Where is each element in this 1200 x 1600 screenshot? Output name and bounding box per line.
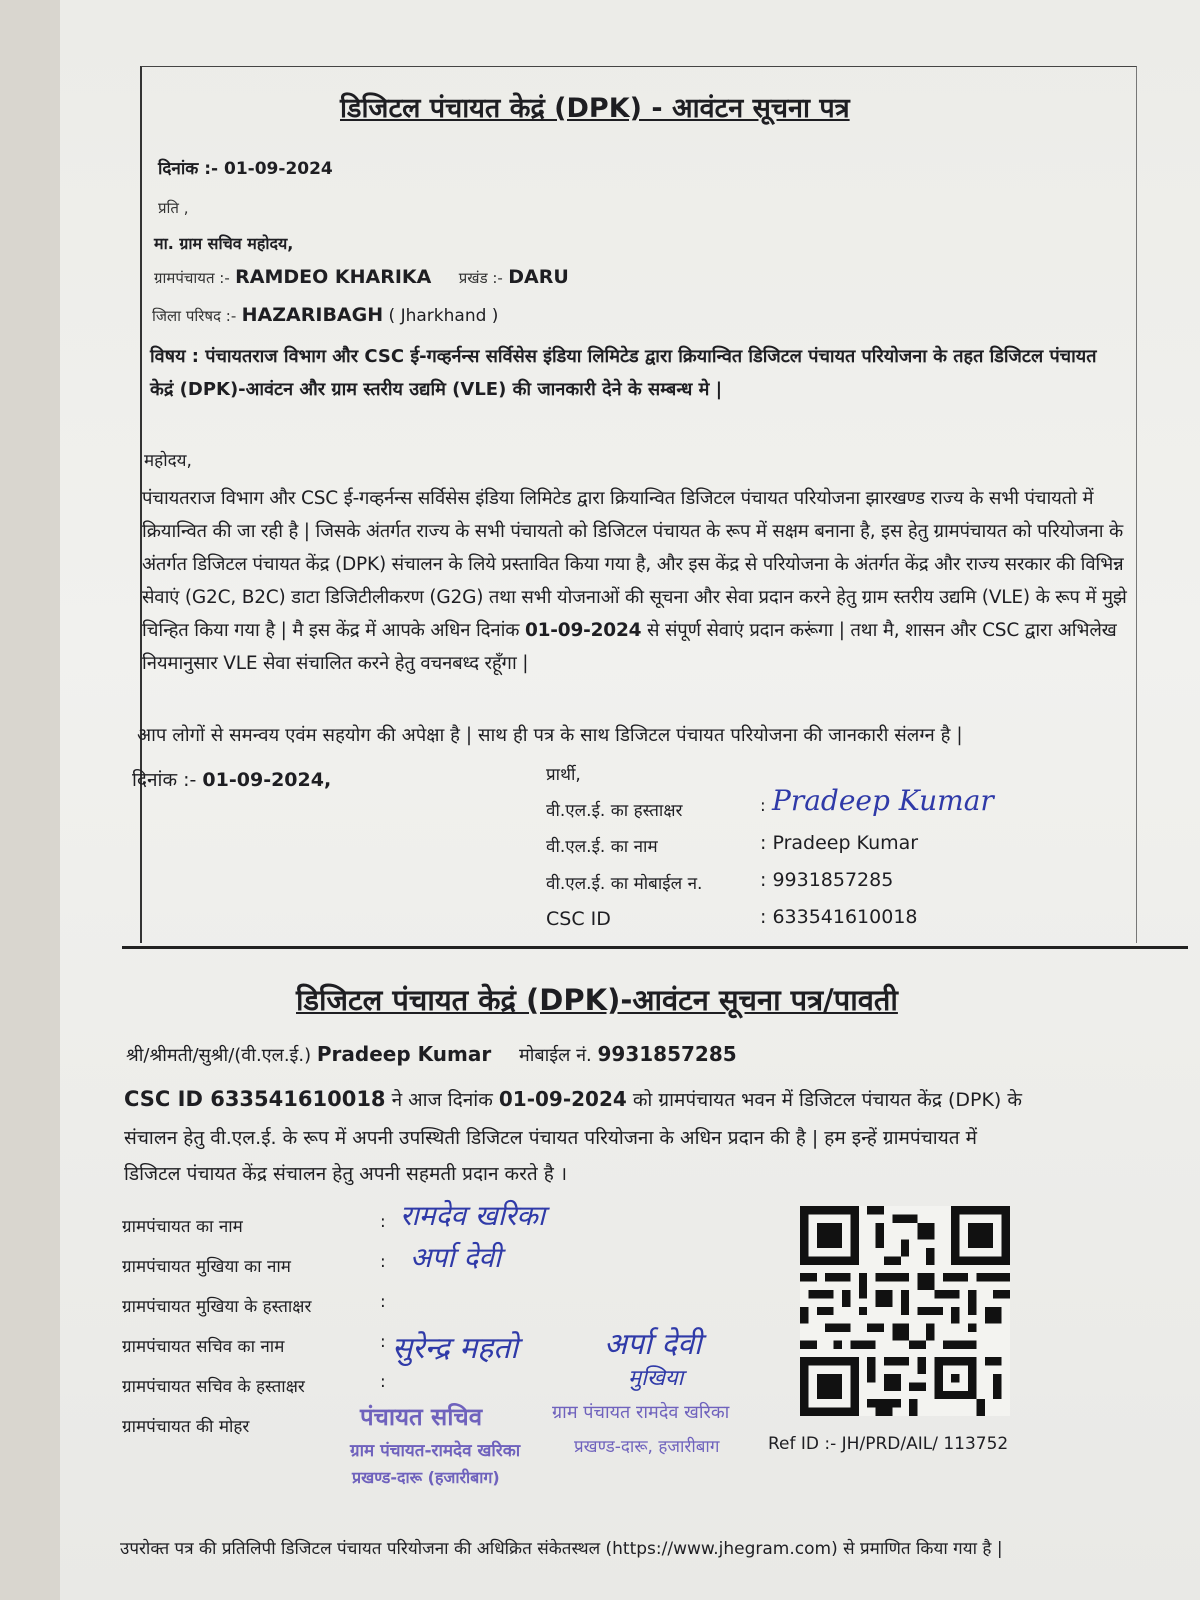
receipt-mobile-value: 9931857285	[597, 1042, 737, 1066]
vle-sign-label: वी.एल.ई. का हस्ताक्षर	[546, 801, 683, 821]
field-sachiv-name: ग्रामपंचायत सचिव का नाम	[122, 1337, 285, 1357]
receipt-line-1-mid: ने आज दिनांक	[391, 1089, 493, 1111]
body-part-a: पंचायतराज विभाग और CSC ई-गव्हर्नन्स सर्विसेस इंडिया लिमिटेड द्वारा क्रियान्वित डिजिटल पंचायत परियोजना झारखण्ड राज्य के सभी पंचायतो में क्रियान्वित की जा रही है | जिसके अंतर्गत राज्य के सभी पंचायतो को डिजिटल पंचायत के रूप में सक्षम बनाना है, इस हेतु ग्रामपंचायत को परियोजना के अंतर्गत डिजिटल पंचायत केंद्र (DPK) संचालन के लिये प्रस्तावित किया गया है, और इस केंद्र से परियोजना के अंतर्गत केंद्र और राज्य सरकार की विभिन्न सेवाएं (G2C, B2C) डाटा डिजिटीलीकरण (G2G) तथा सभी योजनाओं की सूचना और सेवा प्रदान करने हेतु ग्राम स्तरीय उद्यमि (VLE) के रूप में मुझे चिन्हित किया गया है | मै इस केंद्र में आपके अधिन दिनांक	[142, 488, 1127, 641]
vle-signature: Pradeep Kumar	[772, 784, 994, 817]
receipt-vle-name: Pradeep Kumar	[316, 1042, 492, 1066]
field-mukhiya-sign: ग्रामपंचायत मुखिया के हस्ताक्षर	[122, 1297, 312, 1317]
hand-gp-name: रामदेव खरिका	[400, 1199, 546, 1232]
stamp-gp-block: प्रखण्ड-दारू, हजारीबाग	[574, 1437, 720, 1457]
receipt-vle-row	[126, 1042, 737, 1067]
colon-2: :	[380, 1252, 386, 1272]
stamp-sachiv-gp: ग्राम पंचायत-रामदेव खरिका	[350, 1441, 521, 1461]
gp-row	[154, 266, 569, 288]
receipt-line-2: संचालन हेतु वी.एल.ई. के रूप में अपनी उपस्थिती डिजिटल पंचायत परियोजना के अधिन प्रदान की है | हम इन्हें ग्रामपंचायत में	[124, 1127, 977, 1149]
hand-mukhiya-name: अर्पा देवी	[410, 1241, 502, 1274]
field-mukhiya-name: ग्रामपंचायत मुखिया का नाम	[122, 1257, 291, 1277]
field-sachiv-sign: ग्रामपंचायत सचिव के हस्ताक्षर	[122, 1377, 305, 1397]
csc-id-label: CSC ID	[546, 908, 611, 930]
vle-mobile-value: : 9931857285	[760, 869, 894, 891]
body-paragraph	[142, 482, 1142, 680]
receipt-date: 01-09-2024	[498, 1087, 627, 1111]
colon-1: :	[380, 1212, 386, 1232]
closing-date-value: 01-09-2024,	[202, 769, 332, 791]
field-gp-seal: ग्रामपंचायत की मोहर	[122, 1417, 250, 1437]
colon-4: :	[380, 1332, 386, 1352]
district-value: HAZARIBAGH	[241, 304, 384, 326]
body-part-b: से संपूर्ण सेवाएं प्रदान करूंगा | तथा मै, शासन और CSC द्वारा अभिलेख नियमानुसार VLE सेवा संचालित करने हेतु वचनबध्द रहूँगा |	[142, 620, 1117, 674]
closing-date	[132, 766, 331, 792]
colon-3: :	[380, 1292, 386, 1312]
receipt-csc-id: CSC ID 633541610018	[124, 1087, 386, 1111]
footer-note: उपरोक्त पत्र की प्रतिलिपी डिजिटल पंचायत परियोजना की अधिक्रित संकेतस्थल (https://www.jhegram.com) से प्रमाणित किया गया है |	[120, 1539, 1003, 1559]
gp-label: ग्रामपंचायत :-	[154, 269, 230, 287]
prati-text: प्रति ,	[158, 199, 189, 217]
body-date: 01-09-2024	[524, 620, 642, 641]
receipt-title: डिजिटल पंचायत केद्रं (DPK)-आवंटन सूचना पत्र/पावती	[296, 983, 898, 1017]
applicant-label: प्रार्थी,	[546, 765, 581, 785]
section-divider	[122, 946, 1188, 949]
addressee: मा. ग्राम सचिव महोदय,	[154, 234, 294, 253]
receipt-line-1	[124, 1086, 1022, 1112]
field-gp-name: ग्रामपंचायत का नाम	[122, 1217, 243, 1237]
receipt-mobile-label: मोबाईल नं.	[518, 1045, 592, 1066]
colon-5: :	[380, 1372, 386, 1392]
state-value: ( Jharkhand )	[388, 306, 499, 326]
hand-sachiv-name: सुरेन्द्र महतो	[392, 1331, 519, 1366]
block-value: DARU	[508, 266, 569, 288]
hand-mukhiya-sign: अर्पा देवी	[604, 1327, 702, 1362]
qr-code-icon	[800, 1206, 1010, 1416]
ref-id: Ref ID :- JH/PRD/AIL/ 113752	[768, 1434, 1009, 1454]
vle-name-label: वी.एल.ई. का नाम	[546, 837, 658, 857]
stamp-sachiv-title: पंचायत सचिव	[360, 1403, 483, 1431]
closing-date-label: दिनांक :-	[132, 769, 197, 791]
hand-mukhiya-tag: मुखिया	[628, 1366, 684, 1391]
notice-date: दिनांक :- 01-09-2024	[158, 159, 333, 179]
csc-id-value: : 633541610018	[760, 906, 918, 928]
stamp-sachiv-block: प्रखण्ड-दारू (हजारीबाग)	[352, 1468, 500, 1487]
receipt-line-3: डिजिटल पंचायत केंद्र संचालन हेतु अपनी सहमती प्रदान करते है ।	[124, 1163, 568, 1185]
vle-mobile-label: वी.एल.ई. का मोबाईल न.	[546, 874, 703, 894]
receipt-line-1-rest: को ग्रामपंचायत भवन में डिजिटल पंचायत केंद्र (DPK) के	[632, 1089, 1022, 1111]
block-label: प्रखंड :-	[458, 269, 503, 287]
stamp-gp-name: ग्राम पंचायत रामदेव खरिका	[552, 1402, 730, 1423]
vle-sign-colon: :	[760, 796, 766, 816]
receipt-shri: श्री/श्रीमती/सुश्री/(वी.एल.ई.)	[126, 1045, 312, 1066]
request-paragraph: आप लोगों से समन्वय एवंम सहयोग की अपेक्षा है | साथ ही पत्र के साथ डिजिटल पंचायत परियोजना की जानकारी संलग्न है |	[137, 725, 963, 746]
subject-text: विषय : पंचायतराज विभाग और CSC ई-गव्हर्नन्स सर्विसेस इंडिया लिमिटेड द्वारा क्रियान्वित डिजिटल पंचायत परियोजना के तहत डिजिटल पंचायत केद्रं (DPK)-आवंटन और ग्राम स्तरीय उद्यमि (VLE) की जानकारी देने के सम्बन्ध मे |	[150, 346, 1097, 400]
district-row	[152, 304, 498, 326]
notice-title: डिजिटल पंचायत केद्रं (DPK) - आवंटन सूचना पत्र	[340, 93, 850, 124]
gp-value: RAMDEO KHARIKA	[235, 266, 432, 288]
vle-name-value: : Pradeep Kumar	[760, 832, 919, 854]
salutation: महोदय,	[144, 451, 192, 471]
district-label: जिला परिषद :-	[152, 307, 237, 325]
